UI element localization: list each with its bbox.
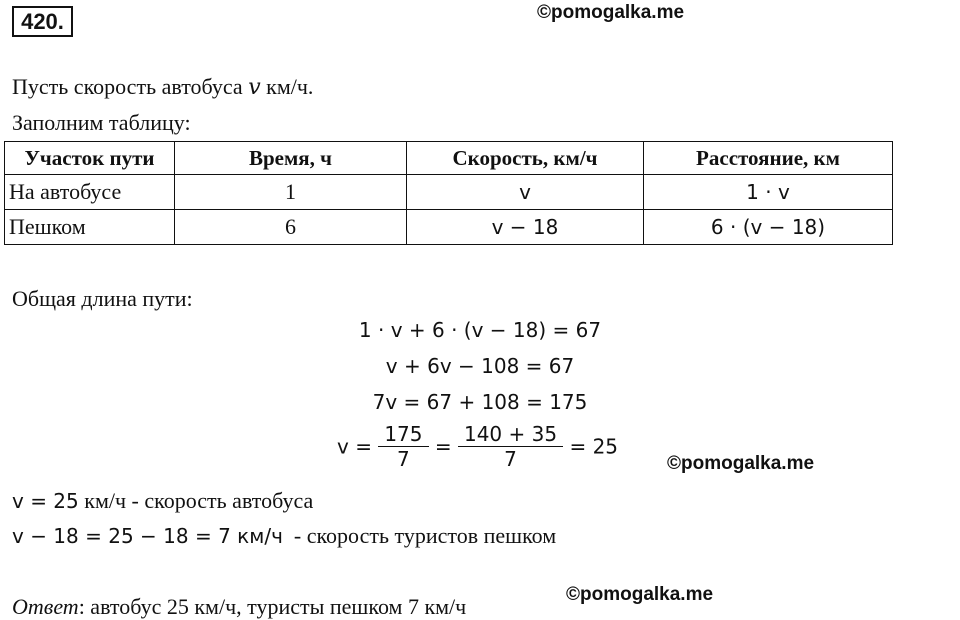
equation-2: v + 6v − 108 = 67 bbox=[385, 354, 575, 378]
table-cell: Пешком bbox=[5, 210, 175, 245]
data-table bbox=[4, 141, 893, 245]
table-row bbox=[5, 210, 893, 245]
intro-line-1-prefix: Пусть скорость автобуса bbox=[12, 74, 249, 99]
bus-speed-text: км/ч - скорость автобуса bbox=[78, 488, 314, 513]
watermark-middle: ©pomogalka.me bbox=[667, 453, 815, 474]
table-header-cell: Время, ч bbox=[175, 142, 407, 175]
fraction-2-numerator: 140 + 35 bbox=[463, 422, 558, 446]
bus-speed-line bbox=[12, 488, 313, 514]
problem-number: 420. bbox=[12, 6, 73, 37]
equation-4-left: v = bbox=[337, 434, 372, 459]
table-header-cell: Участок пути bbox=[5, 142, 175, 175]
equation-4-result: = 25 bbox=[569, 434, 619, 459]
table-header-cell: Скорость, км/ч bbox=[407, 142, 644, 175]
fraction-1-denominator: 7 bbox=[378, 446, 428, 471]
table-cell: 1 bbox=[175, 175, 407, 210]
equation-4 bbox=[337, 422, 618, 471]
table-cell: v bbox=[407, 175, 644, 210]
watermark-bottom: ©pomogalka.me bbox=[566, 584, 714, 605]
intro-line-1-suffix: км/ч. bbox=[260, 74, 314, 99]
table-header-cell: Расстояние, км bbox=[644, 142, 893, 175]
answer-text: : автобус 25 км/ч, туристы пешком 7 км/ч bbox=[78, 594, 467, 619]
intro-line-2: Заполним таблицу: bbox=[12, 110, 191, 135]
answer-label: Ответ bbox=[12, 594, 79, 619]
equation-1: 1 · v + 6 · (v − 18) = 67 bbox=[358, 318, 602, 342]
walk-speed-text: - скорость туристов пешком bbox=[282, 523, 557, 548]
table-cell: 1 · v bbox=[644, 175, 893, 210]
fraction-2-denominator: 7 bbox=[458, 446, 563, 471]
fraction-1-numerator: 175 bbox=[384, 422, 423, 446]
table-cell: 6 bbox=[175, 210, 407, 245]
bus-speed-math: v = 25 bbox=[12, 489, 79, 513]
fraction-1 bbox=[378, 422, 428, 471]
walk-speed-line bbox=[12, 523, 556, 549]
answer-line bbox=[12, 594, 466, 620]
watermark-top: ©pomogalka.me bbox=[537, 2, 685, 23]
table-cell: На автобусе bbox=[5, 175, 175, 210]
table-row bbox=[5, 175, 893, 210]
table-header-row bbox=[5, 142, 893, 175]
table-cell: v − 18 bbox=[407, 210, 644, 245]
equation-3: 7v = 67 + 108 = 175 bbox=[372, 390, 588, 414]
intro-line-1 bbox=[12, 74, 313, 100]
solution-label: Общая длина пути: bbox=[12, 286, 193, 311]
intro-variable: v bbox=[248, 75, 261, 100]
table-cell: 6 · (v − 18) bbox=[644, 210, 893, 245]
walk-speed-math: v − 18 = 25 − 18 = 7 км/ч bbox=[12, 524, 283, 548]
equation-4-equals: = bbox=[434, 434, 452, 459]
fraction-2 bbox=[458, 422, 563, 471]
